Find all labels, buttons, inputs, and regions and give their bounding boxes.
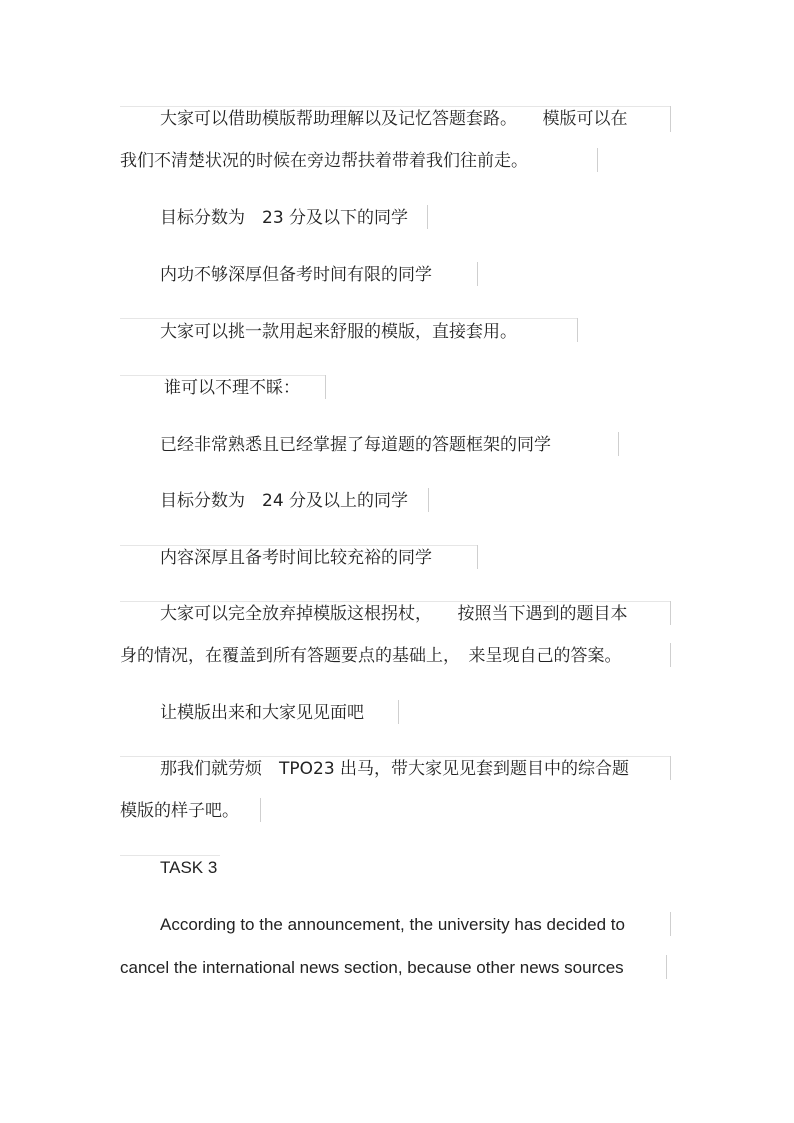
paragraph-line: 内容深厚且备考时间比较充裕的同学 (160, 548, 432, 568)
rule (325, 375, 326, 399)
paragraph-line: 目标分数为 23 分及以下的同学 (160, 208, 409, 228)
paragraph-line: 内功不够深厚但备考时间有限的同学 (160, 265, 432, 285)
paragraph-line: 已经非常熟悉且已经掌握了每道题的答题框架的同学 (160, 435, 551, 455)
paragraph-line: cancel the international news section, because other news sources (120, 958, 624, 977)
rule (260, 798, 261, 822)
rule (477, 545, 478, 569)
paragraph-line: 身的情况，在覆盖到所有答题要点的基础上， 来呈现自己的答案。 (120, 646, 622, 666)
paragraph-line: 目标分数为 24 分及以上的同学 (160, 491, 409, 511)
paragraph-line: 我们不清楚状况的时候在旁边帮扶着带着我们往前走。 (120, 151, 528, 171)
rule (428, 488, 429, 512)
paragraph-line: According to the announcement, the university has decided to (160, 915, 625, 934)
rule (577, 318, 578, 342)
rule (120, 318, 577, 319)
rule (398, 700, 399, 724)
section-heading: TASK 3 (160, 858, 218, 877)
paragraph-line: 让模版出来和大家见见面吧 (160, 703, 364, 723)
rule (618, 432, 619, 456)
rule (477, 262, 478, 286)
paragraph-line: 模版的样子吧。 (120, 801, 239, 821)
paragraph-line: 那我们就劳烦 TPO23 出马，带大家见见套到题目中的综合题 (160, 759, 630, 779)
rule (427, 205, 428, 229)
rule (666, 955, 667, 979)
paragraph-line: 大家可以挑一款用起来舒服的模版，直接套用。 (160, 322, 517, 342)
rule (670, 643, 671, 667)
paragraph-line: 大家可以完全放弃掉模版这根拐杖， 按照当下遇到的题目本 (160, 604, 628, 624)
rule (597, 148, 598, 172)
rule (670, 106, 671, 132)
rule (670, 756, 671, 780)
paragraph-line: 谁可以不理不睬： (164, 378, 300, 398)
rule (670, 912, 671, 936)
rule (670, 601, 671, 625)
paragraph-line: 大家可以借助模版帮助理解以及记忆答题套路。 模版可以在 (160, 109, 628, 129)
